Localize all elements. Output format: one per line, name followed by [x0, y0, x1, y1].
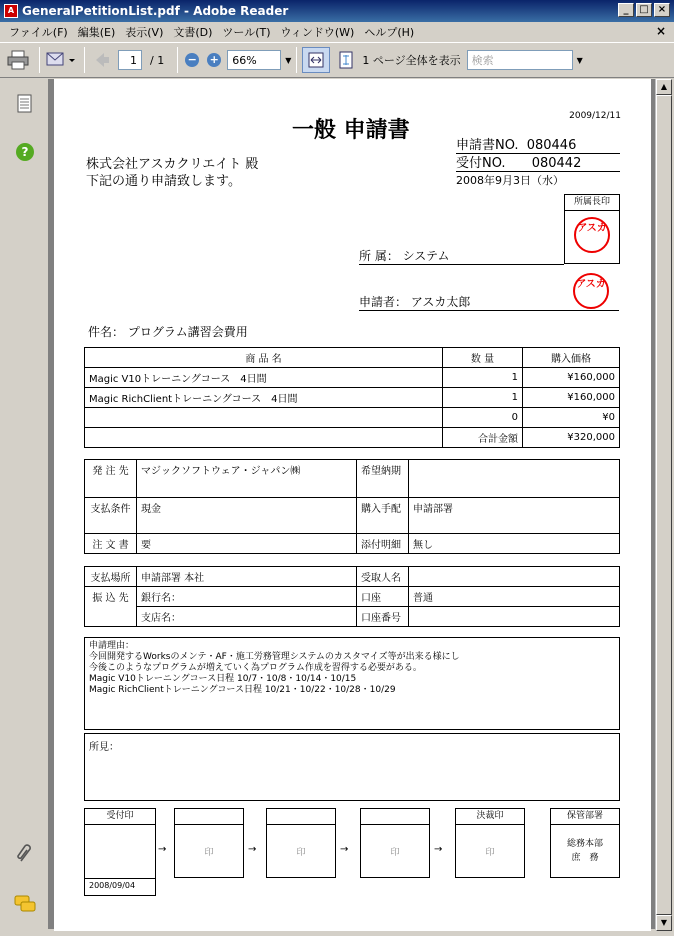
vendor-label: 発 注 先 [85, 460, 137, 498]
seal-box-approval [455, 808, 525, 878]
storage-dept: 総務本部 庶 務 [566, 839, 603, 863]
vendor-value: マジックソフトウェア・ジャパン㈱ [137, 460, 357, 498]
subject-row [88, 323, 248, 340]
item-qty: 1 [443, 388, 523, 408]
prev-page-button[interactable] [90, 47, 114, 73]
pdf-page [54, 79, 651, 931]
place-value: 申請部署 本社 [137, 567, 357, 587]
toolbar-separator [84, 47, 85, 73]
help-panel-button[interactable] [14, 141, 36, 163]
col-header-product: 商 品 名 [85, 348, 443, 368]
recv-no-value: 080442 [531, 156, 582, 171]
menu-help[interactable]: ヘルプ(H) [364, 25, 415, 39]
transfer-label: 振 込 先 [85, 587, 137, 627]
seal-box-storage [550, 808, 620, 878]
menu-view[interactable]: 表示(V) [125, 25, 164, 39]
toolbar [0, 42, 674, 78]
print-icon [7, 50, 29, 70]
seal-mark: 印 [204, 848, 214, 858]
reason-line: 今後このようなプログラムが増えていく為プログラム作成を習得する必要がある。 [89, 663, 422, 673]
intro-text: 下記の通り申請致します。 [86, 174, 241, 189]
applicant-row [359, 293, 619, 311]
scroll-down-button[interactable]: ▼ [656, 915, 672, 931]
col-header-price: 購入価格 [523, 348, 620, 368]
menu-edit[interactable]: 編集(E) [77, 25, 116, 39]
bank-label: 銀行名： [137, 587, 357, 607]
seal-head [361, 809, 429, 825]
attachments-button[interactable] [14, 843, 36, 865]
opinion-label: 所見： [89, 742, 119, 753]
doc-title: 一般 申請書 [292, 118, 410, 143]
item-name: Magic RichClientトレーニングコース 4日間 [85, 388, 443, 408]
po-label: 注 文 書 [85, 534, 137, 554]
zoom-select[interactable] [227, 50, 281, 70]
page-number-input[interactable]: 1 [118, 50, 142, 70]
pages-panel-button[interactable] [14, 93, 36, 115]
total-row [85, 428, 620, 448]
col-header-qty: 数 量 [443, 348, 523, 368]
svg-text:?: ? [21, 145, 29, 159]
seal-head: 保管部署 [551, 809, 619, 825]
dept-head-seal-box [564, 194, 620, 264]
comments-button[interactable] [14, 893, 36, 915]
accno-value [409, 607, 620, 627]
fit-page-icon [337, 51, 355, 69]
fit-page-button[interactable] [334, 47, 358, 73]
toolbar-separator [177, 47, 178, 73]
dept-label: 所 属： [359, 249, 399, 263]
maximize-button[interactable]: □ [636, 3, 652, 17]
seal-date: 2008/09/04 [85, 878, 155, 892]
close-button[interactable]: × [654, 3, 670, 17]
pages-icon [17, 94, 33, 114]
app-no-label: 申請書NO. [456, 138, 519, 153]
flow-arrow: → [248, 844, 257, 855]
total-label: 合計金額 [443, 428, 523, 448]
order-table [84, 459, 620, 554]
item-price: ¥0 [523, 408, 620, 428]
place-label: 支払場所 [85, 567, 137, 587]
seal-box-reception [84, 808, 156, 896]
seal-mark: 印 [390, 848, 400, 858]
item-name: Magic V10トレーニングコース 4日間 [85, 368, 443, 388]
send-button[interactable] [45, 47, 75, 73]
asuka-stamp: アスカ [574, 217, 610, 253]
zoom-out-icon: − [185, 53, 199, 67]
flow-arrow: → [340, 844, 349, 855]
menu-window[interactable]: ウィンドウ(W) [280, 25, 355, 39]
help-icon [15, 142, 35, 162]
print-button[interactable] [6, 47, 30, 73]
table-row [85, 368, 620, 388]
app-no-value: 080446 [526, 138, 577, 153]
applicant-label: 申請者： [359, 295, 408, 309]
page-total: / 1 [150, 53, 165, 67]
toolbar-separator [296, 47, 297, 73]
table-row [85, 388, 620, 408]
seal-head-label: 所属長印 [565, 195, 619, 211]
item-name [85, 408, 443, 428]
fit-width-icon [307, 51, 325, 69]
pay-value: 現金 [137, 498, 357, 534]
vertical-scrollbar[interactable] [655, 79, 672, 929]
applicant-value: アスカ太郎 [410, 295, 471, 309]
arrow-left-icon [93, 51, 111, 69]
pay-label: 支払条件 [85, 498, 137, 534]
title-bar [0, 0, 674, 22]
seal-head [267, 809, 335, 825]
scroll-thumb[interactable] [656, 95, 672, 915]
paperclip-icon [15, 843, 35, 865]
search-input[interactable]: 検索 [467, 50, 573, 70]
recv-no-row [456, 152, 620, 172]
reason-line: 今回開発するWorksのメンテ・AF・施工労務管理システムのカスタマイズ等が出来る様にし [89, 652, 460, 662]
item-qty: 1 [443, 368, 523, 388]
seal-head: 受付印 [85, 809, 155, 825]
zoom-value: 66% [232, 53, 257, 67]
reason-line: Magic RichClientトレーニングコース日程 10/21・10/22・10/28・10/29 [89, 685, 396, 695]
recv-date: 2008年9月3日（水） [456, 174, 564, 187]
reason-box [84, 637, 620, 730]
flow-arrow: → [158, 844, 167, 855]
subject-value: プログラム講習会費用 [127, 325, 248, 339]
toolbar-separator [39, 47, 40, 73]
chevron-down-icon[interactable]: ▼ [576, 55, 583, 65]
comments-icon [14, 894, 36, 914]
pdf-icon: A [4, 4, 18, 18]
payment-table [84, 566, 620, 627]
navigation-sidebar [0, 79, 48, 936]
opinion-box [84, 733, 620, 801]
arrange-label: 購入手配 [357, 498, 409, 534]
seal-area [85, 825, 155, 878]
chevron-down-icon[interactable]: ▼ [285, 55, 292, 65]
menu-file[interactable]: ファイル(F) [9, 25, 68, 39]
zoom-in-button[interactable] [205, 47, 223, 73]
empty-cell [85, 428, 443, 448]
seal-box [266, 808, 336, 878]
item-qty: 0 [443, 408, 523, 428]
seal-mark: 印 [296, 848, 306, 858]
addressee: 株式会社アスカクリエイト 殿 [86, 157, 259, 172]
fit-width-button[interactable] [302, 47, 330, 73]
applicant-stamp: アスカ [573, 273, 609, 309]
seal-head [175, 809, 243, 825]
zoom-in-icon: + [207, 53, 221, 67]
reason-line: Magic V10トレーニングコース日程 10/7・10/8・10/14・10/15 [89, 674, 357, 684]
menu-tools[interactable]: ツール(T) [222, 25, 271, 39]
attach-value: 無し [409, 534, 620, 554]
minimize-button[interactable]: _ [618, 3, 634, 17]
seal-box [174, 808, 244, 878]
app-no-row [456, 134, 620, 154]
scroll-up-button[interactable]: ▲ [656, 79, 672, 95]
window-title: GeneralPetitionList.pdf - Adobe Reader [22, 4, 289, 18]
item-price: ¥160,000 [523, 388, 620, 408]
item-price: ¥160,000 [523, 368, 620, 388]
dept-value: システム [402, 249, 450, 263]
attach-label: 添付明細 [357, 534, 409, 554]
seal-box [360, 808, 430, 878]
menu-bar [0, 22, 674, 41]
account-label: 口座 [357, 587, 409, 607]
table-row [85, 408, 620, 428]
due-label: 希望納期 [357, 460, 409, 498]
po-value: 要 [137, 534, 357, 554]
accno-label: 口座番号 [357, 607, 409, 627]
items-table [84, 347, 620, 448]
seal-mark: 印 [485, 848, 495, 858]
recv-no-label: 受付NO. [456, 156, 506, 171]
zoom-out-button[interactable] [183, 47, 201, 73]
subject-label: 件名： [88, 325, 125, 339]
doc-date: 2009/12/11 [569, 111, 621, 121]
fit-page-label[interactable]: 1 ページ全体を表示 [362, 54, 461, 67]
seal-head: 決裁印 [456, 809, 524, 825]
flow-arrow: → [434, 844, 443, 855]
arrange-value: 申請部署 [409, 498, 620, 534]
dept-row [359, 247, 564, 265]
document-close-button[interactable]: × [655, 24, 666, 38]
send-icon [45, 50, 75, 70]
recipient-label: 受取人名 [357, 567, 409, 587]
menu-document[interactable]: 文書(D) [173, 25, 213, 39]
due-value [409, 460, 620, 498]
account-value: 普通 [409, 587, 620, 607]
total-value: ¥320,000 [523, 428, 620, 448]
reason-label: 申請理由： [89, 641, 135, 651]
branch-label: 支店名： [137, 607, 357, 627]
recipient-value [409, 567, 620, 587]
